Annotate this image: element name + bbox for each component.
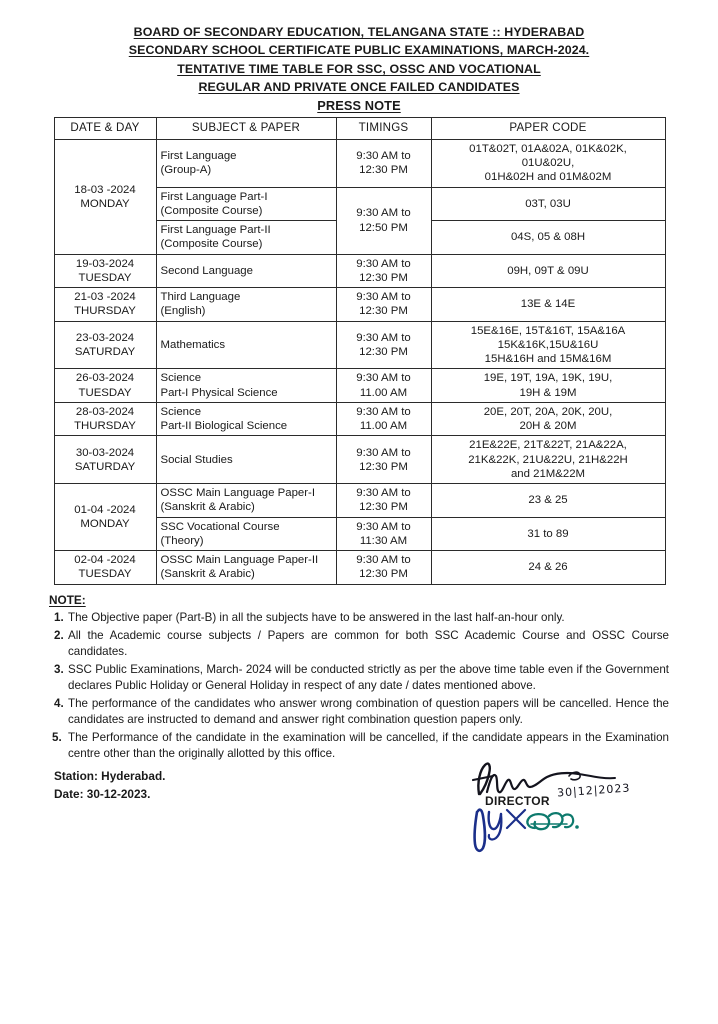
timing-line: 9:30 AM to (356, 487, 411, 500)
exam-date: 19-03-2024 (75, 257, 135, 270)
cell-timings (336, 551, 431, 585)
paper-code-line: and 21M&22M (510, 467, 586, 480)
note-item (49, 610, 669, 626)
cell-subject-paper (156, 254, 336, 288)
cell-subject-paper (156, 402, 336, 436)
cell-date-day (54, 139, 156, 254)
subject-line: First Language Part-II (160, 224, 271, 237)
subject-line: Part-II Biological Science (160, 420, 288, 433)
exam-date: 23-03-2024 (75, 331, 135, 344)
subject-line: First Language Part-I (160, 190, 268, 203)
note-text: The performance of the candidates who answer wrong combination of question papers will be cancelled. Hence the candidates are instructed to demand and answer right combination question papers only. (68, 696, 669, 727)
subject-line: Science (160, 405, 202, 418)
cell-timings (336, 321, 431, 369)
paper-code-line: 21K&22K, 21U&22U, 21H&22H (468, 453, 628, 466)
note-item (49, 662, 669, 695)
exam-day: MONDAY (80, 518, 130, 531)
exam-date: 30-03-2024 (75, 446, 135, 459)
document-header (0, 0, 718, 112)
cell-date-day (54, 254, 156, 288)
subject-line: Third Language (160, 291, 241, 304)
table-row (54, 288, 665, 322)
cell-timings (336, 369, 431, 403)
notes-section (49, 592, 669, 763)
timing-line: 12:30 PM (359, 346, 408, 359)
exam-date: 26-03-2024 (75, 372, 135, 385)
cell-date-day (54, 551, 156, 585)
note-text: The Performance of the candidate in the examination will be cancelled, if the candidate appears in the Examination centre other than the originally allotted by this office. (68, 730, 669, 761)
note-number: 5. (52, 730, 62, 744)
header-line-timetable-text: TENTATIVE TIME TABLE FOR SSC, OSSC AND VOCATIONAL (177, 61, 541, 76)
header-line-press-note (0, 97, 718, 113)
cell-timings (336, 517, 431, 551)
exam-day: SATURDAY (74, 460, 136, 473)
cell-subject-paper (156, 139, 336, 187)
timing-line: 12:30 PM (359, 305, 408, 318)
timing-line: 12:30 PM (359, 271, 408, 284)
subject-line: First Language (160, 150, 237, 163)
timing-line: 9:30 AM to (356, 331, 411, 344)
paper-code-line: 19E, 19T, 19A, 19K, 19U, (483, 372, 613, 385)
table-body (54, 139, 665, 584)
cell-timings (336, 484, 431, 518)
exam-day: TUESDAY (78, 271, 132, 284)
table-row (54, 484, 665, 518)
note-item (49, 628, 669, 661)
subject-line: Second Language (160, 264, 253, 277)
cell-subject-paper (156, 369, 336, 403)
exam-day: THURSDAY (74, 420, 136, 433)
subject-line: (Group-A) (160, 164, 212, 177)
paper-code-line: 09H, 09T & 09U (507, 264, 589, 277)
cell-paper-code (431, 288, 665, 322)
timing-line: 11.00 AM (359, 386, 408, 399)
cell-subject-paper (156, 288, 336, 322)
note-text: All the Academic course subjects / Papers are common for both SSC Academic Course and OSSC Course candidates. (68, 628, 669, 659)
exam-day: TUESDAY (78, 386, 132, 399)
cell-subject-paper (156, 436, 336, 484)
table-row (54, 139, 665, 187)
cell-timings (336, 254, 431, 288)
secondary-signature-icon (475, 810, 525, 851)
cell-timings (336, 139, 431, 187)
subject-line: (Composite Course) (160, 204, 263, 217)
cell-date-day (54, 402, 156, 436)
signature-period-icon (575, 826, 579, 830)
paper-code-line: 21E&22E, 21T&22T, 21A&22A, (469, 439, 627, 452)
table-row (54, 551, 665, 585)
header-line-board-text: BOARD OF SECONDARY EDUCATION, TELANGANA STATE :: HYDERABAD (133, 25, 585, 39)
exam-day: TUESDAY (78, 568, 132, 581)
subject-line: OSSC Main Language Paper-I (160, 487, 315, 500)
cell-subject-paper (156, 187, 336, 221)
cell-paper-code (431, 254, 665, 288)
timing-line: 9:30 AM to (356, 291, 411, 304)
timing-line: 9:30 AM to (356, 554, 411, 567)
subject-line: (Composite Course) (160, 238, 263, 251)
exam-timetable (54, 117, 666, 584)
paper-code-line: 01U&02U, (521, 157, 575, 170)
press-note-text: PRESS NOTE (317, 97, 401, 113)
exam-day: SATURDAY (74, 346, 136, 359)
paper-code-line: 15H&16H and 15M&16M (484, 353, 612, 366)
cell-subject-paper (156, 517, 336, 551)
timing-line: 11:30 AM (359, 534, 408, 547)
subject-line: SSC Vocational Course (160, 520, 280, 533)
cell-paper-code (431, 221, 665, 255)
note-number: 1. (54, 611, 64, 625)
table-row (54, 254, 665, 288)
table-row (54, 436, 665, 484)
cell-subject-paper (156, 221, 336, 255)
date-line: Date: 30-12-2023. (54, 787, 151, 802)
timing-line: 9:30 AM to (356, 207, 411, 220)
timing-line: 12:50 PM (359, 221, 408, 234)
header-line-timetable (0, 63, 718, 75)
timing-line: 9:30 AM to (356, 372, 411, 385)
paper-code-line: 23 & 25 (528, 494, 568, 507)
subject-line: Mathematics (160, 338, 226, 351)
cell-paper-code (431, 187, 665, 221)
column-header-subject: SUBJECT & PAPER (156, 118, 336, 139)
cell-paper-code (431, 139, 665, 187)
subject-line: (English) (160, 305, 206, 318)
paper-code-line: 20E, 20T, 20A, 20K, 20U, (483, 405, 613, 418)
exam-date: 28-03-2024 (75, 405, 135, 418)
cell-paper-code (431, 402, 665, 436)
paper-code-line: 13E & 14E (520, 298, 576, 311)
cell-paper-code (431, 484, 665, 518)
notes-heading: NOTE: (49, 592, 86, 607)
cell-date-day (54, 369, 156, 403)
timing-line: 9:30 AM to (356, 520, 411, 533)
handwritten-date: 30|12|2023 (556, 781, 631, 801)
director-label: DIRECTOR (485, 794, 550, 809)
paper-code-line: 31 to 89 (527, 527, 569, 540)
exam-date: 21-03 -2024 (74, 291, 136, 304)
subject-line: Social Studies (160, 453, 233, 466)
header-line-exam-text: SECONDARY SCHOOL CERTIFICATE PUBLIC EXAMINATIONS, MARCH-2024. (128, 43, 590, 58)
timetable-container (54, 117, 665, 584)
column-header-paper-code: PAPER CODE (431, 118, 665, 139)
timing-line: 12:30 PM (359, 164, 408, 177)
subject-line: OSSC Main Language Paper-II (160, 554, 319, 567)
header-line-candidates-text: REGULAR AND PRIVATE ONCE FAILED CANDIDATES (198, 80, 520, 95)
timing-line: 12:30 PM (359, 501, 408, 514)
timing-line: 11.00 AM (359, 420, 408, 433)
exam-day: MONDAY (80, 197, 130, 210)
paper-code-line: 15K&16K,15U&16U (497, 338, 599, 351)
note-number: 3. (54, 662, 64, 676)
paper-code-line: 04S, 05 & 08H (510, 231, 586, 244)
table-row (54, 321, 665, 369)
column-header-date: DATE & DAY (54, 118, 156, 139)
timing-line: 12:30 PM (359, 568, 408, 581)
cell-timings (336, 288, 431, 322)
paper-code-line: 03T, 03U (525, 197, 571, 210)
timing-line: 9:30 AM to (356, 150, 411, 163)
header-line-candidates (0, 81, 718, 93)
note-number: 4. (54, 696, 64, 710)
header-line-exam (0, 44, 718, 56)
timing-line: 9:30 AM to (356, 405, 411, 418)
note-text: The Objective paper (Part-B) in all the subjects have to be answered in the last half-an-hour only. (68, 611, 565, 625)
cell-date-day (54, 288, 156, 322)
subject-line: Part-I Physical Science (160, 386, 278, 399)
paper-code-line: 24 & 26 (528, 561, 568, 574)
note-item (49, 696, 669, 729)
cell-paper-code (431, 369, 665, 403)
station-line: Station: Hyderabad. (54, 769, 166, 784)
cell-timings (336, 402, 431, 436)
cell-paper-code (431, 517, 665, 551)
subject-line: Science (160, 372, 202, 385)
column-header-timings: TIMINGS (336, 118, 431, 139)
cell-subject-paper (156, 484, 336, 518)
note-number: 2. (54, 628, 64, 642)
paper-code-line: 01H&02H and 01M&02M (484, 171, 612, 184)
notes-list (49, 610, 669, 762)
note-text: SSC Public Examinations, March- 2024 will be conducted strictly as per the above time table even if the Government declares Public Holiday or General Holiday in respect of any date / dates mentioned above. (68, 662, 669, 693)
paper-code-line: 20H & 20M (519, 420, 577, 433)
exam-date: 01-04 -2024 (74, 503, 136, 516)
cell-date-day (54, 484, 156, 551)
table-header-row (54, 118, 665, 139)
timing-line: 12:30 PM (359, 460, 408, 473)
cell-subject-paper (156, 321, 336, 369)
exam-day: THURSDAY (74, 305, 136, 318)
exam-date: 02-04 -2024 (74, 554, 136, 567)
exam-date: 18-03 -2024 (74, 183, 136, 196)
paper-code-line: 15E&16E, 15T&16T, 15A&16A (470, 324, 626, 337)
subject-line: (Sanskrit & Arabic) (160, 568, 255, 581)
cell-timings (336, 187, 431, 254)
cell-timings (336, 436, 431, 484)
document-footer (49, 768, 669, 854)
cell-subject-paper (156, 551, 336, 585)
cell-date-day (54, 321, 156, 369)
signature-flourish-icon (527, 814, 573, 830)
cell-paper-code (431, 436, 665, 484)
header-line-board (0, 26, 718, 38)
subject-line: (Theory) (160, 534, 204, 547)
cell-date-day (54, 436, 156, 484)
timing-line: 9:30 AM to (356, 257, 411, 270)
table-row (54, 402, 665, 436)
cell-paper-code (431, 551, 665, 585)
table-row (54, 369, 665, 403)
timing-line: 9:30 AM to (356, 446, 411, 459)
paper-code-line: 01T&02T, 01A&02A, 01K&02K, (469, 142, 627, 155)
subject-line: (Sanskrit & Arabic) (160, 501, 255, 514)
paper-code-line: 19H & 19M (519, 386, 577, 399)
signature-block (463, 754, 653, 858)
cell-paper-code (431, 321, 665, 369)
